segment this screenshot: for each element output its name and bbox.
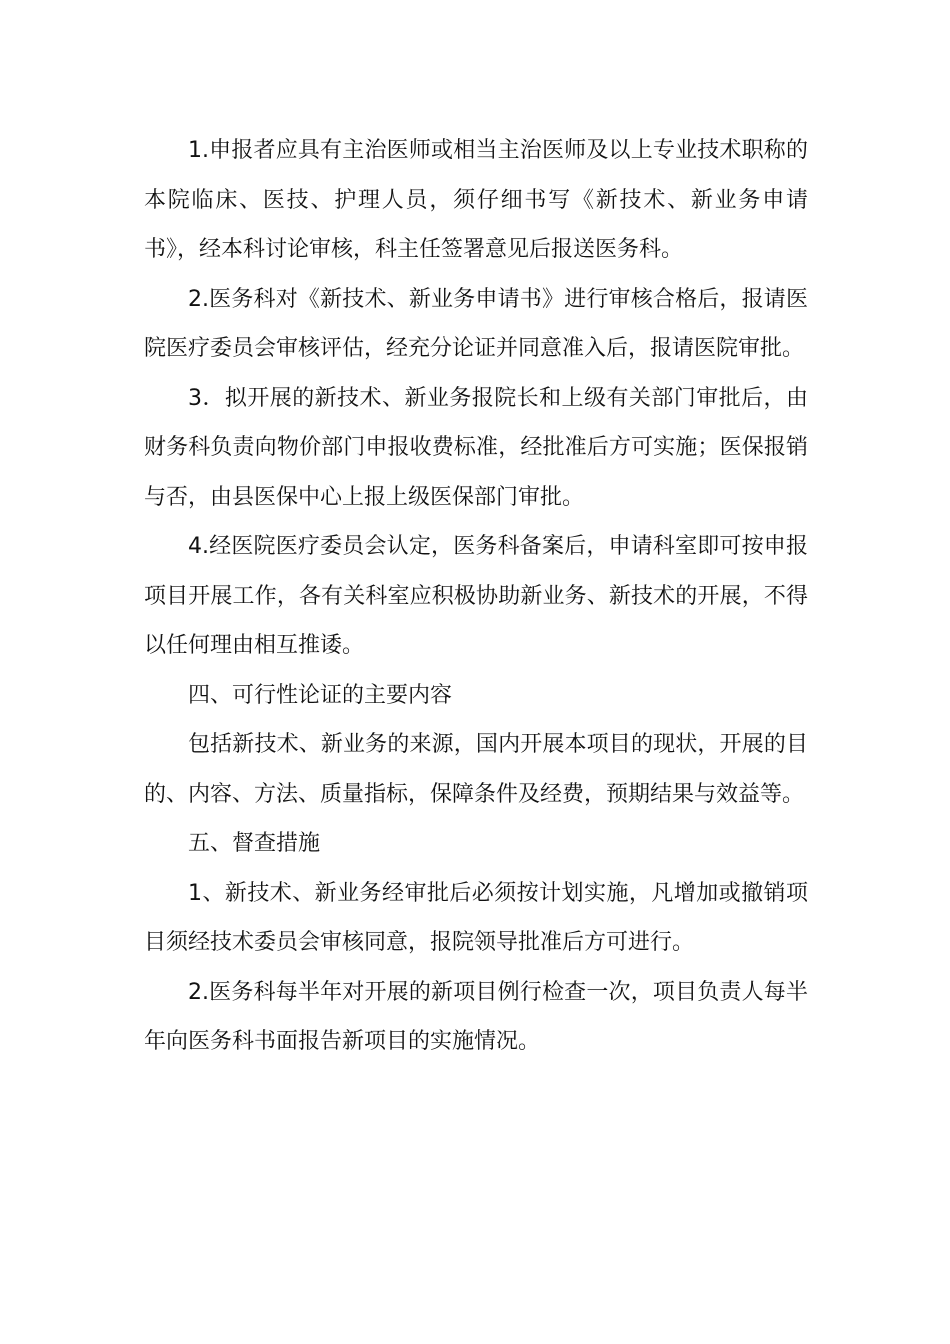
paragraph-semiannual-inspection: 2.医务科每半年对开展的新项目例行检查一次，项目负责人每半年向医务科书面报告新项目的实施情况。 [144,979,808,1054]
paragraph-department-cooperation: 4.经医院医疗委员会认定，医务科备案后，申请科室即可按申报项目开展工作，各有关科室应积极协助新业务、新技术的开展，不得以任何理由相互推诿。 [144,534,808,658]
section-heading-supervision: 五、督查措施 [188,831,321,856]
document-body [144,126,808,1067]
section-heading-feasibility: 四、可行性论证的主要内容 [188,682,453,708]
paragraph-feasibility-content: 包括新技术、新业务的来源，国内开展本项目的现状，开展的目的、内容、方法、质量指标，保障条件及经费，预期结果与效益等。 [144,732,808,807]
paragraph-fee-standard-approval: 3．拟开展的新技术、新业务报院长和上级有关部门审批后，由财务科负责向物价部门申报收费标准，经批准后方可实施；医保报销与否，由县医保中心上报上级医保部门审批。 [144,385,808,510]
paragraph-medical-affairs-review: 2.医务科对《新技术、新业务申请书》进行审核合格后，报请医院医疗委员会审核评估，经充分论证并同意准入后，报请医院审批。 [144,286,808,361]
paragraph-approval-requirements: 1.申报者应具有主治医师或相当主治医师及以上专业技术职称的本院临床、医技、护理人员，须仔细书写《新技术、新业务申请书》，经本科讨论审核，科主任签署意见后报送医务科。 [144,138,808,262]
paragraph-plan-implementation: 1、新技术、新业务经审批后必须按计划实施，凡增加或撤销项目须经技术委员会审核同意，报院领导批准后方可进行。 [144,880,808,955]
